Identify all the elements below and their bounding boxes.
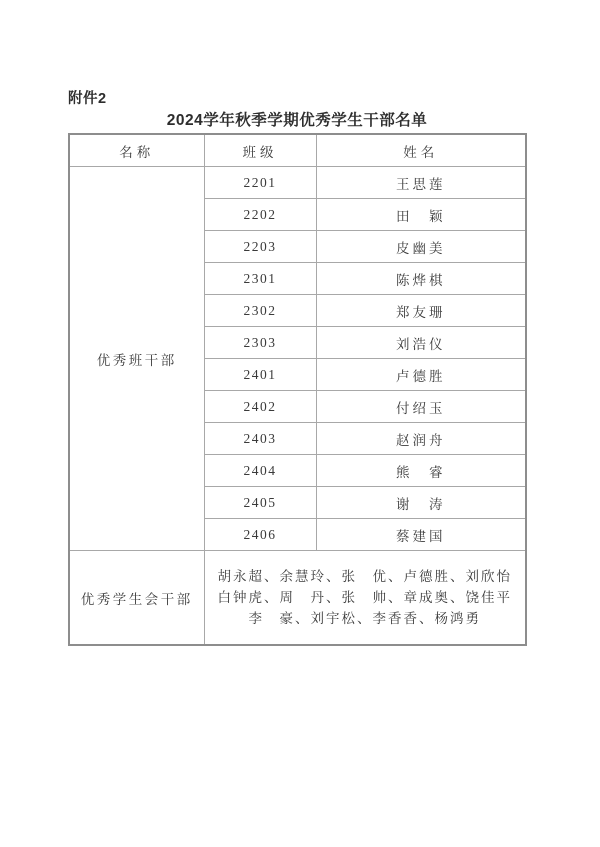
student-name: 郑友珊: [316, 295, 526, 327]
class-no: 2203: [204, 231, 316, 263]
class-no: 2301: [204, 263, 316, 295]
student-name: 王思莲: [316, 167, 526, 199]
header-class-col: 班级: [204, 134, 316, 167]
class-no: 2202: [204, 199, 316, 231]
class-no: 2401: [204, 359, 316, 391]
student-name: 熊 睿: [316, 455, 526, 487]
class-no: 2405: [204, 487, 316, 519]
student-name: 陈烨棋: [316, 263, 526, 295]
class-no: 2403: [204, 423, 316, 455]
document-title: 2024学年秋季学期优秀学生干部名单: [166, 112, 428, 129]
header-row: [69, 134, 526, 167]
student-name: 蔡建国: [316, 519, 526, 551]
union-names-line: 李 豪、刘宇松、李香香、杨鸿勇: [248, 611, 481, 626]
student-name: 田 颖: [316, 199, 526, 231]
roster-table: [68, 133, 527, 646]
attachment-label: 附件2: [68, 91, 107, 107]
header-person-col: 姓名: [316, 134, 526, 167]
union-names-line: 胡永超、余慧玲、张 优、卢德胜、刘欣怡: [217, 569, 512, 584]
table-row-union: [69, 551, 526, 646]
student-name: 付绍玉: [316, 391, 526, 423]
student-name: 卢德胜: [316, 359, 526, 391]
class-no: 2201: [204, 167, 316, 199]
student-name: 谢 涛: [316, 487, 526, 519]
class-no: 2402: [204, 391, 316, 423]
student-name: 刘浩仪: [316, 327, 526, 359]
class-no: 2404: [204, 455, 316, 487]
table-row: [69, 167, 526, 199]
student-name: 皮幽美: [316, 231, 526, 263]
class-no: 2302: [204, 295, 316, 327]
student-name: 赵润舟: [316, 423, 526, 455]
group-label-union-cadre: 优秀学生会干部: [69, 551, 204, 646]
class-no: 2303: [204, 327, 316, 359]
header-name-col: 名称: [69, 134, 204, 167]
class-no: 2406: [204, 519, 316, 551]
union-names-cell: [204, 551, 526, 646]
union-names-line: 白钟虎、周 丹、张 帅、章成奥、饶佳平: [217, 590, 512, 605]
group-label-class-cadre: 优秀班干部: [69, 167, 204, 551]
